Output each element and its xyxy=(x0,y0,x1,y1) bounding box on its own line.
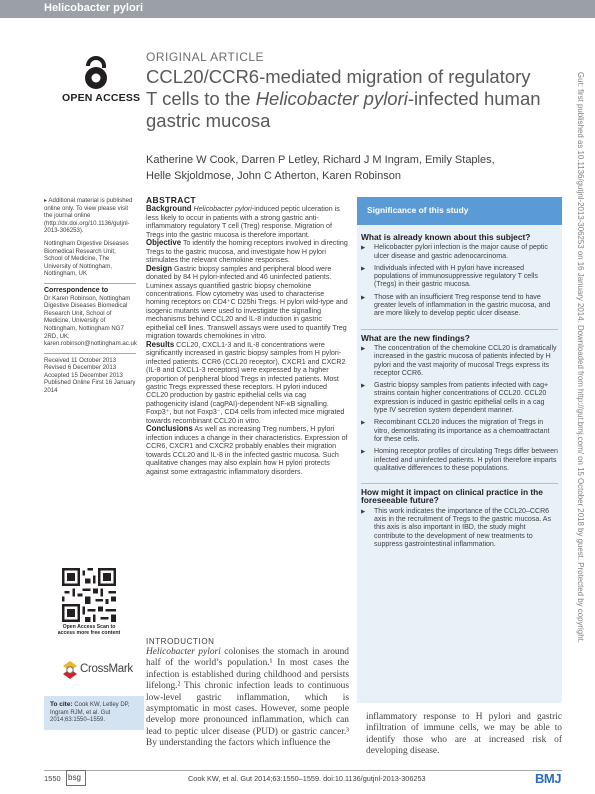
significance-header: Significance of this study xyxy=(357,197,562,225)
affiliation: Nottingham Digestive Diseases Biomedical Research Unit, School of Medicine, The University of Nottingham, Nottingham, UK xyxy=(44,239,129,278)
abstract-heading: ABSTRACT xyxy=(146,195,196,205)
introduction-left: Helicobacter pylori colonises the stomach in around half of the world’s population.¹ In most cases the infection is established during childhood and persists lifelong.² This chronic infection leads to continuous low-level gastric inflammation, which is asymptomatic in most cases. However, some people develop more pronounced inflammation, which can lead to peptic ulcer disease (PUD) or gastric cancer.³ By understanding the factors which influence the xyxy=(146,647,349,749)
introduction-heading: INTRODUCTION xyxy=(146,637,215,646)
abstract-objective: Objective To identify the homing receptors involved in directing Tregs to the gastric mucosa, and investigate how H pylori stimulates the relevant chemokine responses. xyxy=(146,238,348,265)
bmj-logo[interactable]: BMJ xyxy=(535,771,561,786)
abstract-conclusions: Conclusions As well as increasing Treg numbers, H pylori infection induces a change in their characteristics. Expression of CCR6, CXCR1 and CXCR2 probably enables their migration towards CCL20 and IL-8 in the infected gastric mucosa. Such qualitative changes may also explain how H pylori protects against some extragastric inflammatory disorders. xyxy=(146,424,348,476)
significance-item: ▶ Individuals infected with H pylori have increased populations of immunosuppressive regulatory T cells (Tregs) in their gastric mucosa. xyxy=(361,265,558,290)
significance-item: ▶ Homing receptor profiles of circulating Tregs differ between infected and uninfected patients. H pylori therefore imparts qualitative differences to these populations. xyxy=(361,448,558,473)
abstract xyxy=(146,196,349,476)
qr-caption: Open Access Scan to access more free content xyxy=(57,624,121,636)
significance-item: ▶ Recombinant CCL20 induces the migration of Tregs in vitro, demonstrating its importance as a chemoattractant for these cells. xyxy=(361,419,558,444)
article-dates: Received 11 October 2013 Revised 6 December 2013 Accepted 15 December 2013 Published Online First 16 January 2014 xyxy=(44,356,136,395)
open-access-label: OPEN ACCESS xyxy=(62,92,141,104)
margin-copyright-note: Gut: first published as 10.1136/gutjnl-2013-306253 on 16 January 2014. Downloaded from http://gut.bmj.com/ on 15 October 2018 by guest. Protected by copyright. xyxy=(576,72,585,643)
author-list: Katherine W Cook, Darren P Letley, Richard J M Ingram, Emily Staples, Helle Skjoldmose, John C Atherton, Karen Robinson xyxy=(146,154,495,182)
footer-divider xyxy=(44,770,562,771)
abstract-results: Results CCL20, CXCL1-3 and IL-8 concentrations were significantly increased in gastric biopsy samples from H pylori-infected patients. CCR6 (CCL20 receptor), CXCR1 and CXCR2 (IL-8 and CXCL1-3 receptors) were expressed by a higher proportion of peripheral blood Tregs in infected patients. Most gastric Tregs expressed these receptors. H pylori induced CCL20 production by gastric epithelial cells via cag pathogenicity island (cagPAI)-dependent NF-κB signalling. Foxp3⁺, but not Foxp3⁻, CD4 cells from infected mice migrated towards recombinant CCL20 in vitro. xyxy=(146,339,346,425)
significance-box xyxy=(357,197,562,703)
significance-question: What is already known about this subject? xyxy=(361,232,531,242)
supplementary-note: ▸ Additional material is published online only. To view please visit the journal online (http://dx.doi.org/10.1136/gutjnl-2013-306253). xyxy=(44,197,133,235)
significance-item: ▶ Helicobacter pylori infection is the major cause of peptic ulcer disease and gastric adenocarcinoma. xyxy=(361,244,558,261)
significance-item: ▶ This work indicates the importance of the CCL20–CCR6 axis in the recruitment of Tregs to the gastric mucosa. As this axis is also important in IBD, the study might contribute to the development of new treatments to suppress gastrointestinal inflammation. xyxy=(361,508,558,549)
crossmark-icon[interactable] xyxy=(62,660,78,680)
significance-question: What are the new findings? xyxy=(361,329,558,342)
abstract-background: Background Helicobacter pylori-induced peptic ulceration is less likely to occur in patients with a strong gastric anti-inflammatory regulatory T cell (Treg) response. Migration of Tregs into the gastric mucosa is therefore important. xyxy=(146,204,340,239)
significance-question: How might it impact on clinical practice in the foreseeable future? xyxy=(361,483,558,505)
footer-citation: Cook KW, et al. Gut 2014;63:1550–1559. doi:10.1136/gutjnl-2013-306253 xyxy=(188,774,426,783)
article-sidebar xyxy=(44,197,136,400)
correspondence-heading: Correspondence to xyxy=(44,286,109,294)
introduction-right: inflammatory response to H pylori and gastric infiltration of immune cells, we may be able to identify those who are at increased risk of developing disease. xyxy=(366,712,562,757)
citation-box: To cite: Cook KW, Letley DP, Ingram RJM, et al. Gut 2014;63:1550–1559. xyxy=(44,696,144,730)
article-type: ORIGINAL ARTICLE xyxy=(146,50,265,64)
page-number: 1550 xyxy=(44,774,61,783)
significance-item: ▶ Those with an insufficient Treg response tend to have greater levels of inflammation in the gastric mucosa, and are more likely to develop peptic ulcer disease. xyxy=(361,294,558,319)
significance-body xyxy=(361,229,558,553)
crossmark-label[interactable]: CrossMark xyxy=(80,663,133,675)
significance-item: ▶ The concentration of the chemokine CCL20 is dramatically increased in the gastric mucosa of patients infected by H pylori and the vast majority of mucosal Tregs express its receptor CCR6. xyxy=(361,345,558,378)
qr-code-icon[interactable] xyxy=(62,568,116,622)
article-title: CCL20/CCR6-mediated migration of regulatory T cells to the Helicobacter pylori-infected human gastric mucosa xyxy=(146,66,541,131)
bsg-logo-text: bsg xyxy=(68,773,81,782)
abstract-design: Design Gastric biopsy samples and peripheral blood were donated by 84 H pylori-infected and 46 uninfected patients. Luminex assays quantified gastric biopsy chemokine concentrations. Flow cytometry was used to characterise homing receptors on CD4⁺C D25hi Tregs. H pylori wild-type and isogenic mutants were used to investigate the signalling mechanisms behind CCL20 and IL-8 induction in gastric epithelial cell lines. Transwell assays were used to quantify Treg migration towards chemokines in vitro. xyxy=(146,263,348,341)
section-banner xyxy=(0,0,595,18)
significance-item: ▶ Gastric biopsy samples from patients infected with cag+ strains contain higher concentrations of CCL20. CCL20 expression is induced in gastric epithelial cells in a cag type IV secretion system dependent manner. xyxy=(361,382,558,415)
correspondence-body: Dr Karen Robinson, Nottingham Digestive Diseases Biomedical Research Unit, School of Medicine, University of Nottingham, Nottingham NG7 2RD, UK; karen.robinson@nottingham.ac.uk xyxy=(44,294,137,348)
section-label: Helicobacter pylori xyxy=(44,2,144,14)
open-access-lock-icon xyxy=(66,52,126,92)
